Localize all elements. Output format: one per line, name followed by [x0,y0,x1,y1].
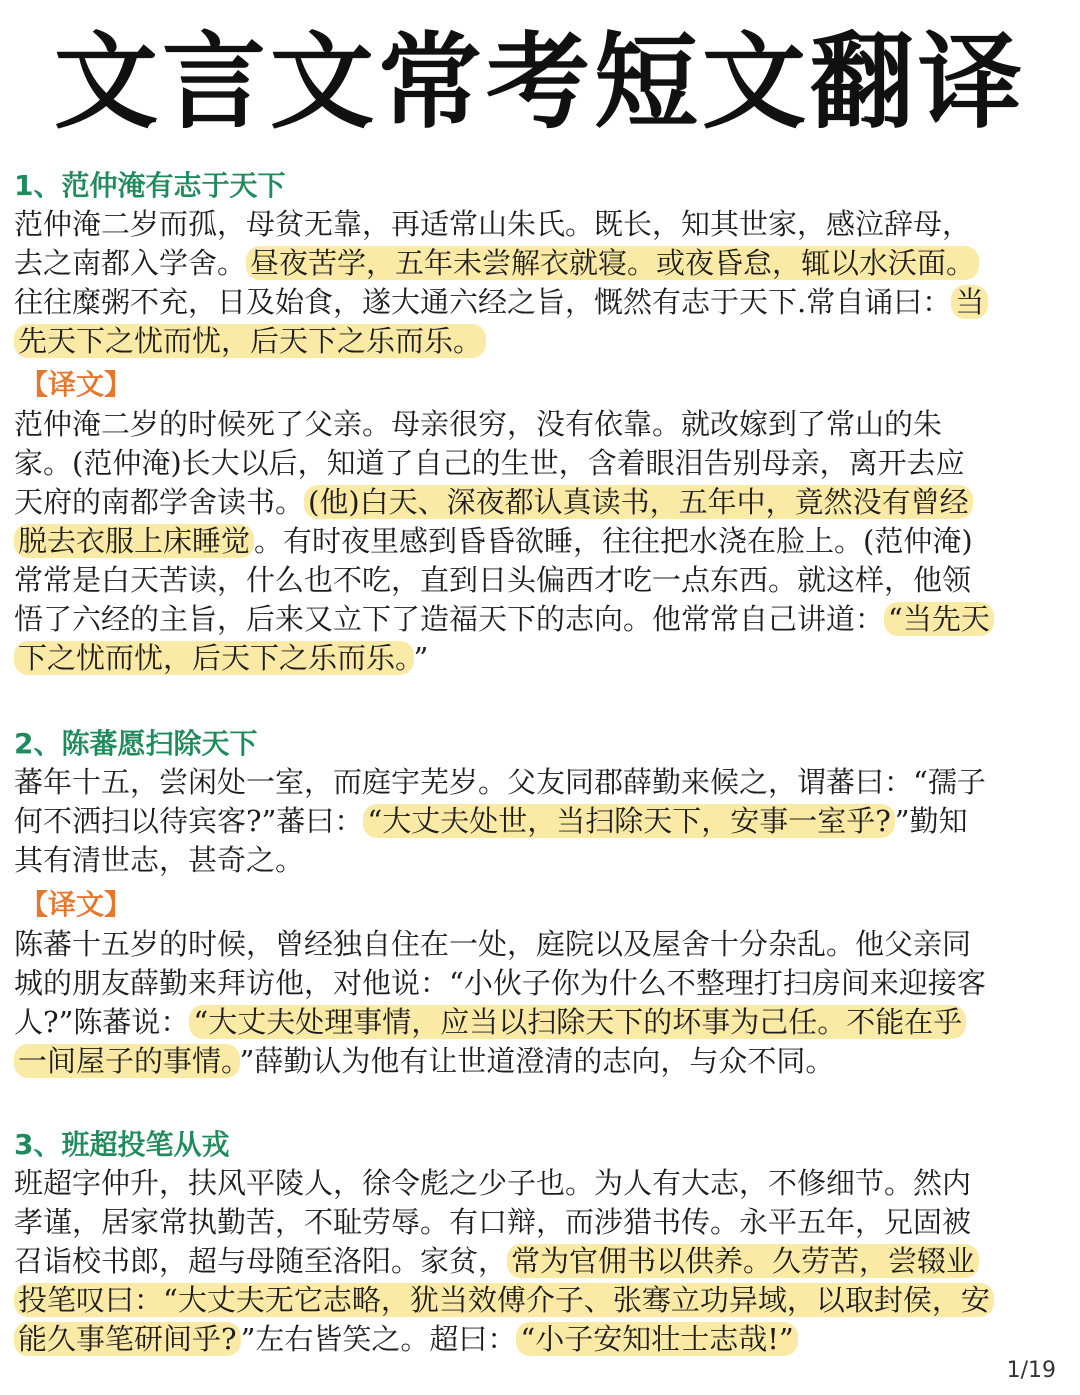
text-line [14,483,1064,522]
text-segment: ”薛勤认为他有让世道澄清的志向，与众不同。 [239,1044,835,1078]
text-line [14,322,1064,361]
highlighted-text: (他)白天、深夜都认真读书，五年中，竟然没有曾经 [304,485,973,519]
text-line [14,244,1064,283]
section-heading: 2、陈蕃愿扫除天下 [14,727,258,760]
text-line [14,405,1064,444]
text-line [14,841,1064,880]
text-segment: 范仲淹二岁而孤，母贫无靠，再适常山朱氏。既长，知其世家，感泣辞母， [14,207,972,241]
text-segment: 孝谨，居家常执勤苦，不耻劳辱。有口辩，而涉猎书传。永平五年，兄固被 [14,1205,972,1239]
section-heading: 3、班超投笔从戎 [14,1128,230,1161]
highlighted-text: 当 [951,285,988,319]
highlighted-text: “大丈夫处世，当扫除天下，安事一室乎? [363,804,894,838]
highlighted-text: 昼夜苦学，五年未尝解衣就寝。或夜昏怠，辄以水沃面。 [246,246,979,280]
text-segment: 天府的南都学舍读书。 [14,485,305,519]
text-line [14,1003,1064,1042]
text-line [14,561,1064,600]
highlighted-text: 常为官佣书以供养。久劳苦，尝辍业 [507,1244,979,1278]
highlighted-text: 能久事笔研间乎? [14,1322,241,1356]
text-segment: 召诣校书郎，超与母随至洛阳。家贫， [14,1244,508,1278]
text-segment: 城的朋友薛勤来拜访他，对他说：“小伙子你为什么不整理打扫房间来迎接客 [14,966,986,1000]
highlighted-text: “小子安知壮士志哉!” [516,1322,797,1356]
text-line [14,444,1064,483]
text-segment: 。有时夜里感到昏昏欲睡，往往把水浇在脸上。(范仲淹) [254,524,973,558]
text-segment: 班超字仲升，扶风平陵人，徐令彪之少子也。为人有大志，不修细节。然内 [14,1166,972,1200]
text-segment: 其有清世志，甚奇之。 [14,843,305,877]
highlighted-text: 先天下之忧而忧，后天下之乐而乐。 [14,324,486,358]
highlighted-text: “大丈夫处理事情，应当以扫除天下的坏事为己任。不能在乎 [189,1005,966,1039]
text-line [14,205,1064,244]
highlighted-text: 脱去衣服上床睡觉 [14,524,254,558]
text-segment: 陈蕃十五岁的时候，曾经独自住在一处，庭院以及屋舍十分杂乱。他父亲同 [14,927,972,961]
text-line [14,1164,1064,1203]
text-line [14,1042,1064,1081]
text-line [14,964,1064,1003]
text-line [14,600,1064,639]
text-line [14,639,1064,678]
text-line [14,763,1064,802]
text-segment: ” [413,641,429,675]
text-line [14,1281,1064,1320]
text-segment: 人?”陈蕃说： [14,1005,190,1039]
highlighted-text: 投笔叹曰：“大丈夫无它志略，犹当效傅介子、张骞立功异域，以取封侯，安 [14,1283,994,1317]
text-line [14,802,1064,841]
text-segment: 何不洒扫以待宾客?”蕃曰： [14,804,364,838]
text-segment: 范仲淹二岁的时候死了父亲。母亲很穷，没有依靠。就改嫁到了常山的朱 [14,407,943,441]
page-indicator: 1/19 [1006,1358,1056,1383]
highlighted-text: 一间屋子的事情。 [14,1044,240,1078]
translation-label: 【译文】 [20,368,133,401]
text-segment: 家。(范仲淹)长大以后，知道了自己的生世，含着眼泪告别母亲，离开去应 [14,446,965,480]
page-title: 文言文常考短文翻译 [53,21,1026,143]
text-line [14,925,1064,964]
text-segment: 蕃年十五，尝闲处一室，而庭宇芜岁。父友同郡薛勤来候之，谓蕃曰：“孺子 [14,765,986,799]
text-segment: ”勤知 [894,804,968,838]
text-line [14,1320,1064,1359]
translation-label: 【译文】 [20,888,133,921]
text-line [14,1203,1064,1242]
highlighted-text: “当先天 [884,602,994,636]
text-segment: 常常是白天苦读，什么也不吃，直到日头偏西才吃一点东西。就这样，他领 [14,563,972,597]
section-heading: 1、范仲淹有志于天下 [14,169,286,202]
text-line [14,1242,1064,1281]
text-line [14,522,1064,561]
text-segment: 往往糜粥不充，日及始食，遂大通六经之旨，慨然有志于天下.常自诵曰： [14,285,952,319]
text-segment: 悟了六经的主旨，后来又立下了造福天下的志向。他常常自己讲道： [14,602,885,636]
highlighted-text: 下之忧而忧，后天下之乐而乐。 [14,641,414,675]
text-line [14,283,1064,322]
text-segment: ”左右皆笑之。超曰： [240,1322,517,1356]
text-segment: 去之南都入学舍。 [14,246,247,280]
